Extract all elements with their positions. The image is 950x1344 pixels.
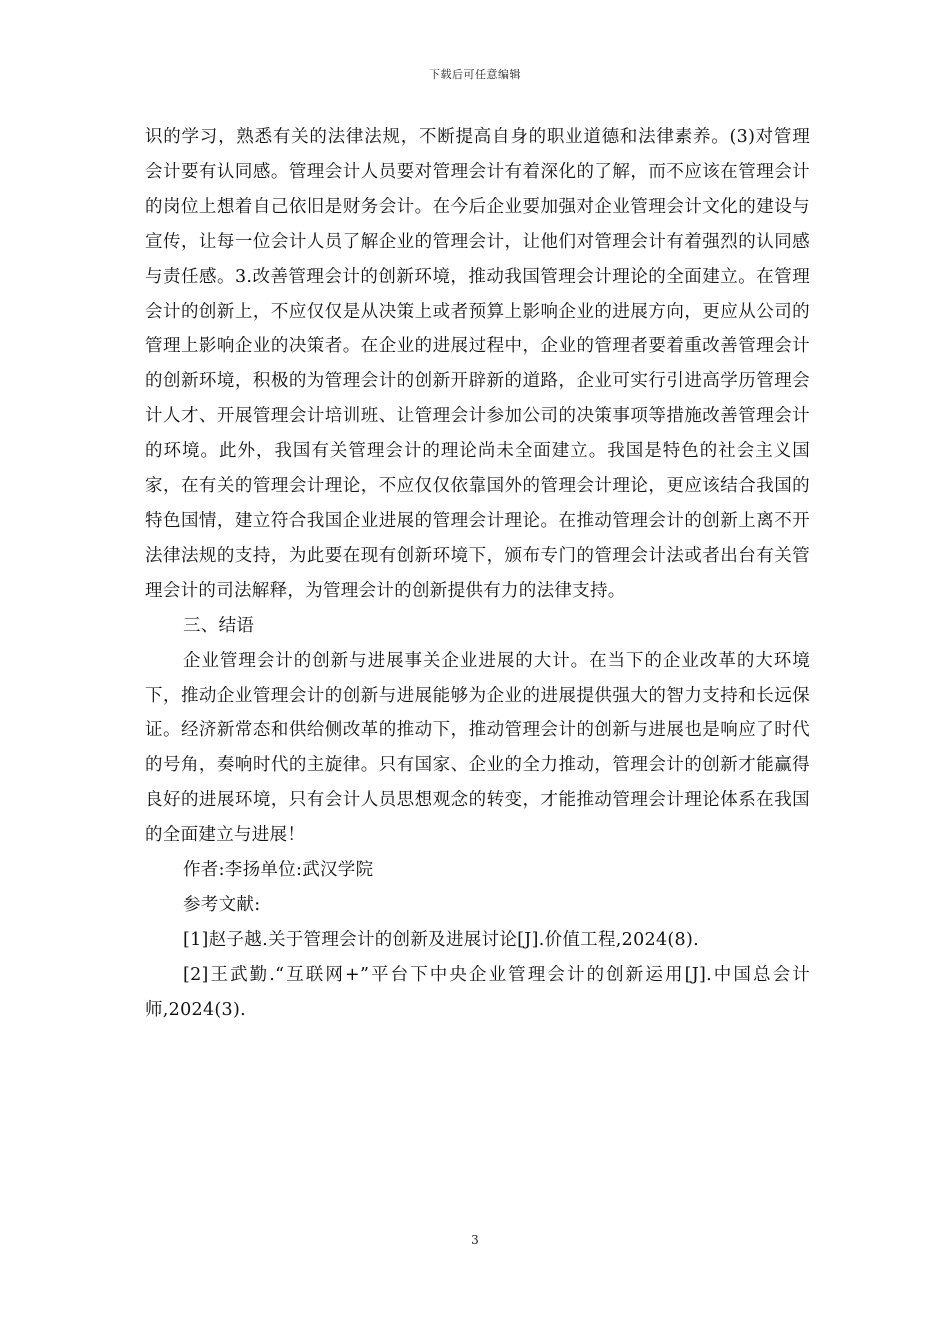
- reference-item-1: [1]赵子越.关于管理会计的创新及进展讨论[J].价值工程,2024(8).: [183, 929, 699, 950]
- author-line: 作者:李扬单位:武汉学院: [183, 860, 374, 881]
- page-number: 3: [471, 1233, 479, 1247]
- reference-item-2: [2]王武勤.“互联网+”平台下中央企业管理会计的创新运用[J].中国总会计师,2024(3).: [145, 964, 810, 1020]
- conclusion-paragraph: 企业管理会计的创新与进展事关企业进展的大计。在当下的企业改革的大环境下，推动企业管理会计的创新与进展能够为企业的进展提供强大的智力支持和长远保证。经济新常态和供给侧改革的推动下，推动管理会计的创新与进展也是响应了时代的号角，奏响时代的主旋律。只有国家、企业的全力推动，管理会计的创新才能赢得良好的进展环境，只有会计人员思想观念的转变，才能推动管理会计理论体系在我国的全面建立与进展！: [145, 650, 810, 846]
- references-heading: 参考文献:: [183, 894, 261, 915]
- document-body: [145, 120, 810, 1028]
- body-paragraph: 识的学习，熟悉有关的法律法规，不断提高自身的职业道德和法律素养。(3)对管理会计要有认同感。管理会计人员要对管理会计有着深化的了解，而不应该在管理会计的岗位上想着自己依旧是财务会计。在今后企业要加强对企业管理会计文化的建设与宣传，让每一位会计人员了解企业的管理会计，让他们对管理会计有着强烈的认同感与责任感。3.改善管理会计的创新环境，推动我国管理会计理论的全面建立。在管理会计的创新上，不应仅仅是从决策上或者预算上影响企业的进展方向，更应从公司的管理上影响企业的决策者。在企业的进展过程中，企业的管理者要着重改善管理会计的创新环境，积极的为管理会计的创新开辟新的道路，企业可实行引进高学历管理会计人才、开展管理会计培训班、让管理会计参加公司的决策事项等措施改善管理会计的环境。此外，我国有关管理会计的理论尚未全面建立。我国是特色的社会主义国家，在有关的管理会计理论，不应仅仅依靠国外的管理会计理论，更应该结合我国的特色国情，建立符合我国企业进展的管理会计理论。在推动管理会计的创新上离不开法律法规的支持，为此要在现有创新环境下，颁布专门的管理会计法或者出台有关管理会计的司法解释，为管理会计的创新提供有力的法律支持。: [145, 127, 810, 601]
- section-heading: 三、结语: [183, 615, 255, 636]
- page-header: 下载后可任意编辑: [429, 68, 521, 81]
